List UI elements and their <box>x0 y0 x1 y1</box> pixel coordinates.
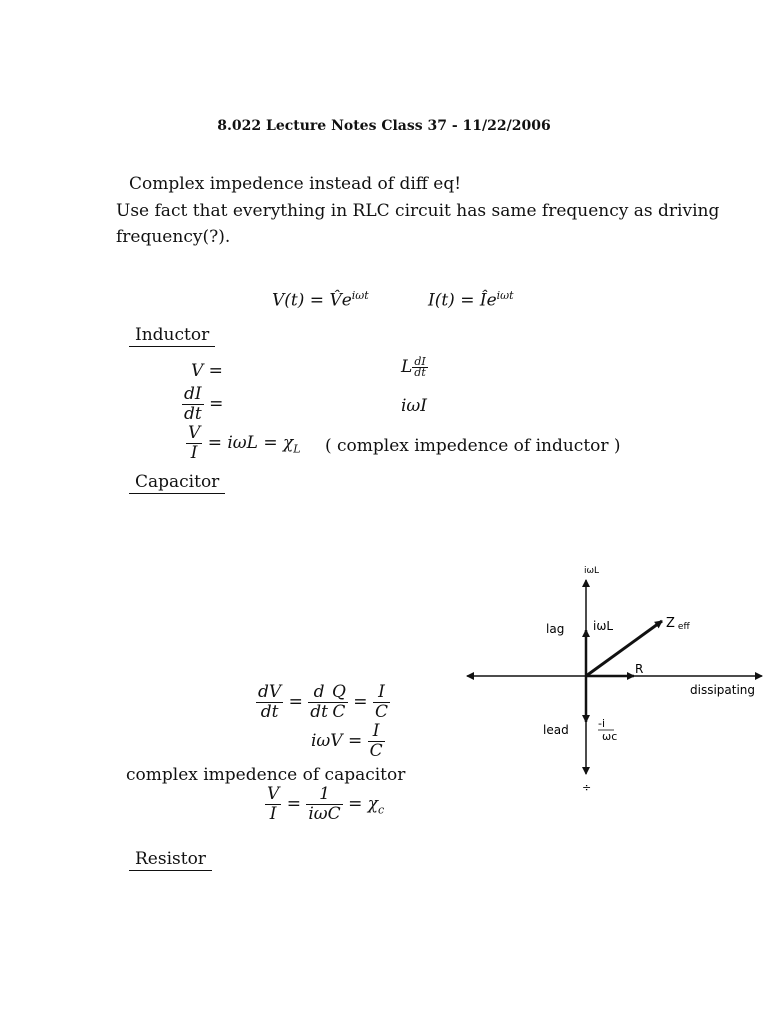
capacitor-heading: Capacitor <box>129 472 225 494</box>
lag-label: lag <box>546 622 565 636</box>
intro-line-2: Use fact that everything in RLC circuit has same frequency as driving <box>116 201 720 221</box>
capacitor-eq3: $\frac{V}{I}$ = $\frac{1}{\text{iωC}}$ = $\chi_c$ <box>267 784 385 824</box>
zeff-label: Z eff <box>666 616 690 632</box>
intro-line-1: Complex impedence instead of diff eq! <box>129 174 462 194</box>
intro-line-3: frequency(?). <box>116 227 231 247</box>
capacitor-eq1: $\frac{dV}{dt}$ = $\frac{d}{dt}$ $\frac{Q}{C}$ = $\frac{I}{C}$ <box>258 682 388 722</box>
inductor-eq1-lhs: V = <box>191 361 223 381</box>
page-title: 8.022 Lecture Notes Class 37 - 11/22/2006 <box>217 118 551 134</box>
r-label: R <box>635 662 644 676</box>
inductor-eq2-lhs: $\frac{dI}{dt}$ = <box>184 384 224 424</box>
dissipating-label: dissipating <box>690 683 756 697</box>
voltage-equation: $V(t) = V̂e^{i\omega t}$ <box>272 289 369 311</box>
inductor-note: ( complex impedence of inductor ) <box>325 436 621 456</box>
capacitor-label: complex impedence of capacitor <box>126 765 406 785</box>
current-equation: $I(t) = Îe^{i\omega t}$ <box>428 289 514 311</box>
inductor-eq2-rhs: iωI <box>401 396 428 416</box>
resistor-heading: Resistor <box>129 849 212 871</box>
iwl-label: iωL <box>593 619 614 633</box>
lead-label: lead <box>543 723 569 737</box>
neg-i-label: -i <box>598 717 606 730</box>
inductor-eq1-rhs: L $\frac{dI}{dt}$ <box>401 355 426 379</box>
diagram-top-label: iωL <box>584 566 600 576</box>
inductor-heading: Inductor <box>129 325 215 347</box>
capacitor-eq2: iωV = $\frac{I}{C}$ <box>311 721 383 761</box>
phasor-diagram <box>455 560 768 800</box>
wc-label: ωc <box>602 730 618 743</box>
diagram-bottom-label: ÷ <box>582 781 592 794</box>
inductor-eq3: $\frac{V}{I}$ = $i\omega L = \chi_L$ <box>188 423 301 463</box>
